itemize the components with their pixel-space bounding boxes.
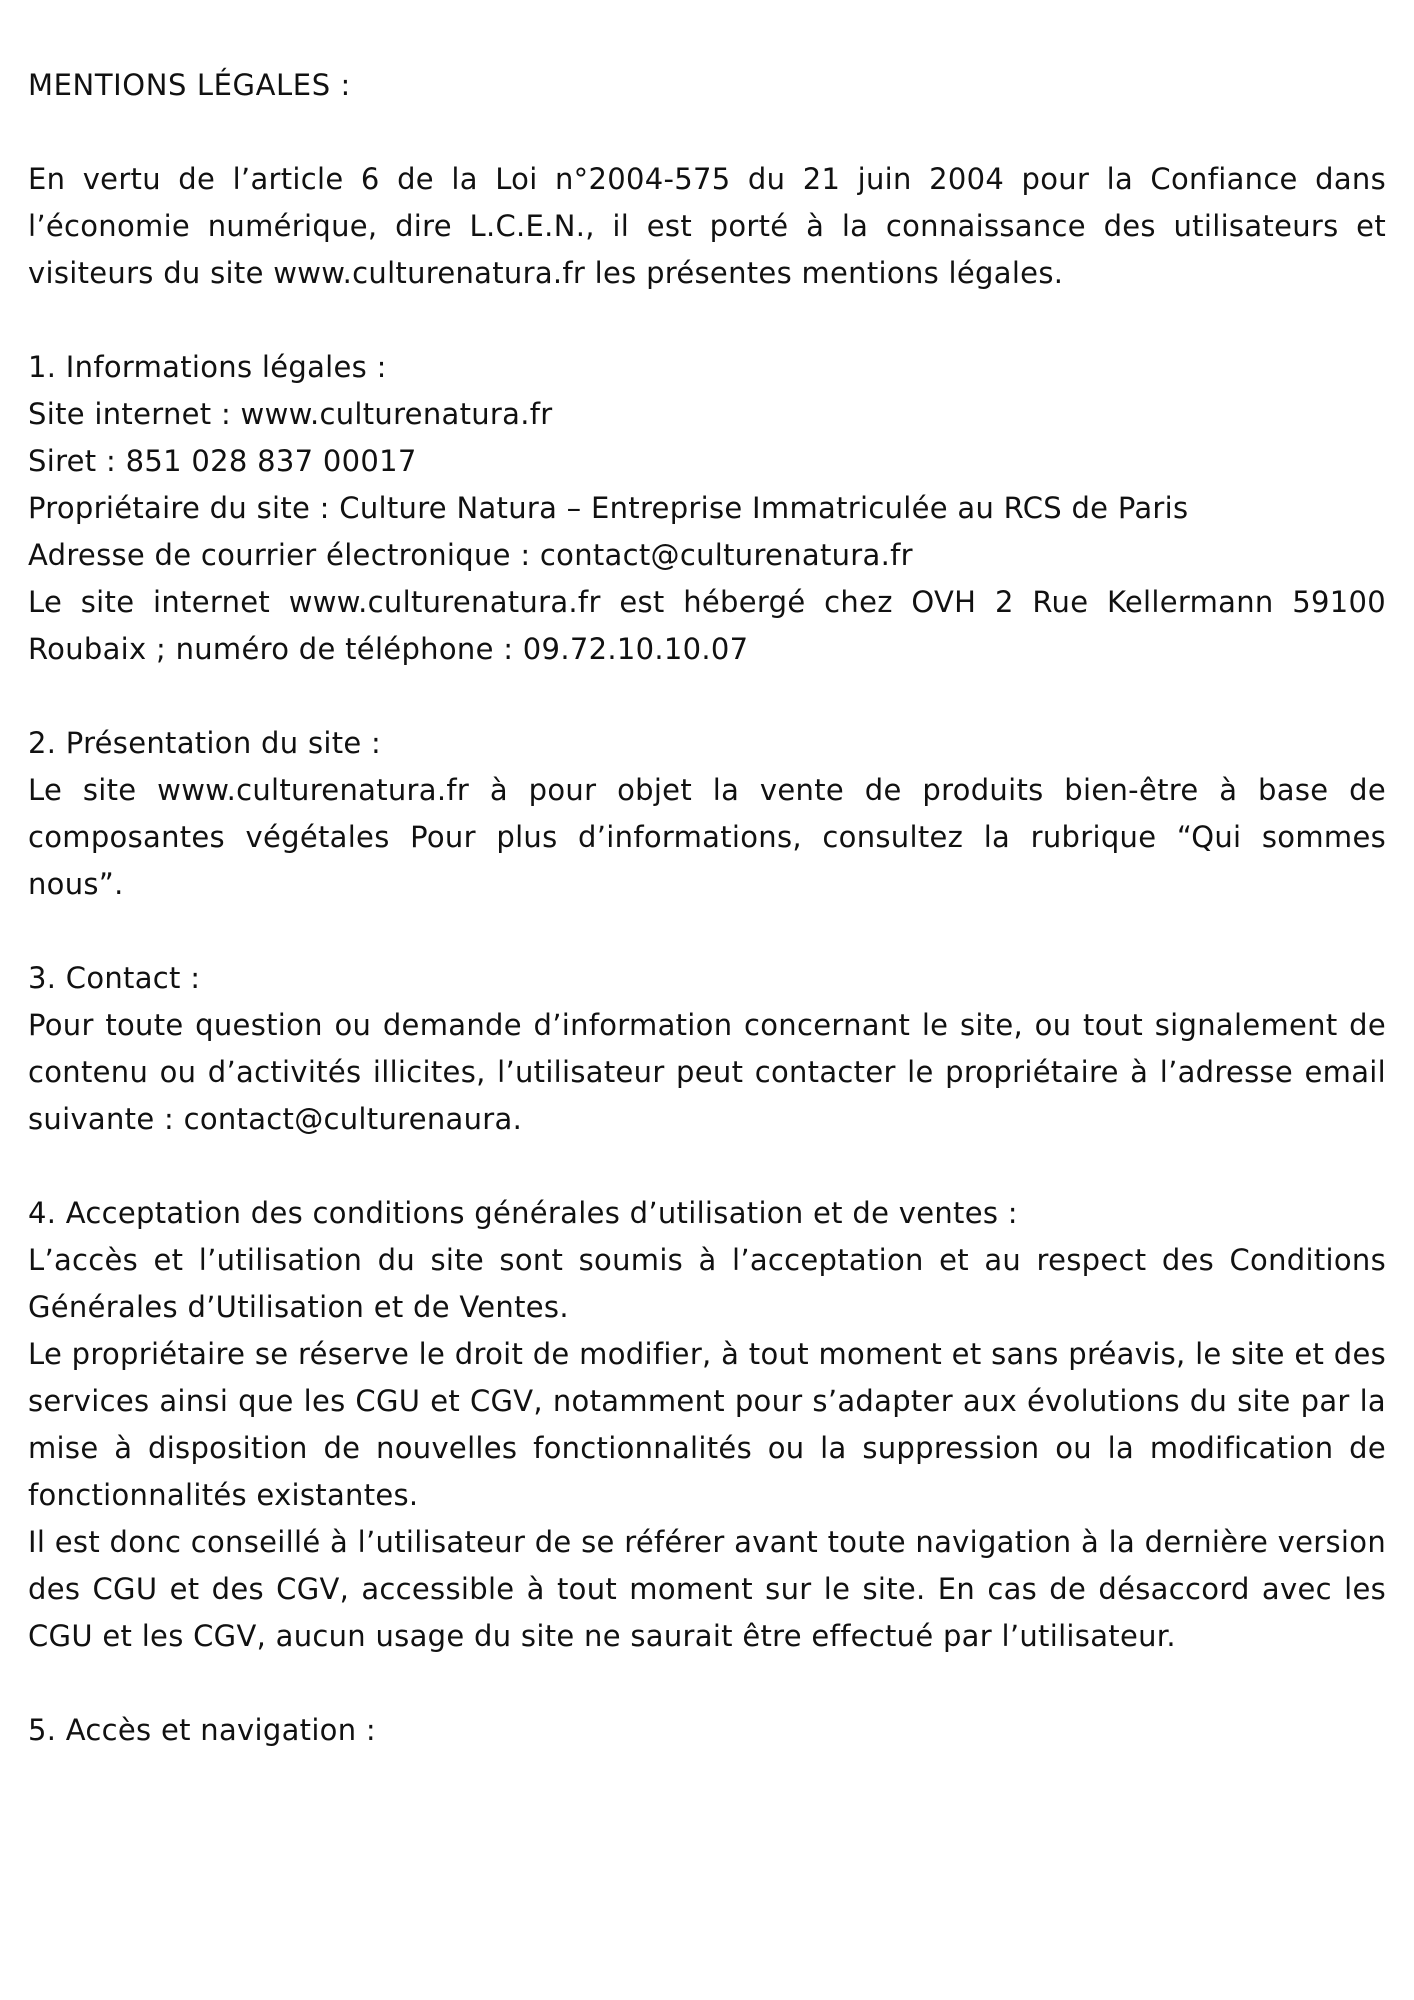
terms-paragraph: Il est donc conseillé à l’utilisateur de se référer avant toute navigation à la dernière version des CGU et des CGV, accessible à tout moment sur le site. En cas de désaccord avec les CGU et les CGV, aucun usage du site ne saurait être effectué par l’utilisateur. [28,1525,1386,1653]
section-contact [28,955,1386,1143]
section-heading: 1. Informations légales : [28,350,387,384]
siret-line: Siret : 851 028 837 00017 [28,444,417,478]
presentation-paragraph: Le site www.culturenatura.fr à pour objet la vente de produits bien-être à base de composantes végétales Pour plus d’informations, consultez la rubrique “Qui sommes nous”. [28,773,1386,901]
legal-notice-document [28,62,1386,1801]
terms-paragraph: L’accès et l’utilisation du site sont soumis à l’acceptation et au respect des Conditions Générales d’Utilisation et de Ventes. [28,1243,1386,1324]
hosting-line: Le site internet www.culturenatura.fr est hébergé chez OVH 2 Rue Kellermann 59100 Roubaix ; numéro de téléphone : 09.72.10.10.07 [28,585,1386,666]
section-access-navigation [28,1707,1386,1754]
section-heading: 4. Acceptation des conditions générales d’utilisation et de ventes : [28,1196,1018,1230]
section-heading: 2. Présentation du site : [28,726,382,760]
document-title: MENTIONS LÉGALES : [28,68,351,102]
section-site-presentation [28,720,1386,908]
section-heading: 3. Contact : [28,961,201,995]
owner-line: Propriétaire du site : Culture Natura – Entreprise Immatriculée au RCS de Paris [28,491,1189,525]
contact-paragraph: Pour toute question ou demande d’information concernant le site, ou tout signalement de contenu ou d’activités illicites, l’utilisateur peut contacter le propriétaire à l’adresse email suivante : contact@culturenaura. [28,1008,1386,1136]
intro-paragraph: En vertu de l’article 6 de la Loi n°2004-575 du 21 juin 2004 pour la Confiance dans l’économie numérique, dire L.C.E.N., il est porté à la connaissance des utilisateurs et visiteurs du site www.culturenatura.fr les présentes mentions légales. [28,162,1386,290]
section-heading: 5. Accès et navigation : [28,1713,376,1747]
section-legal-information [28,344,1386,673]
website-line: Site internet : www.culturenatura.fr [28,397,553,431]
email-line: Adresse de courrier électronique : contact@culturenatura.fr [28,538,913,572]
terms-paragraph: Le propriétaire se réserve le droit de modifier, à tout moment et sans préavis, le site et des services ainsi que les CGU et CGV, notamment pour s’adapter aux évolutions du site par la mise à disposition de nouvelles fonctionnalités ou la suppression ou la modification de fonctionnalités existantes. [28,1337,1386,1512]
section-terms-acceptance [28,1190,1386,1660]
